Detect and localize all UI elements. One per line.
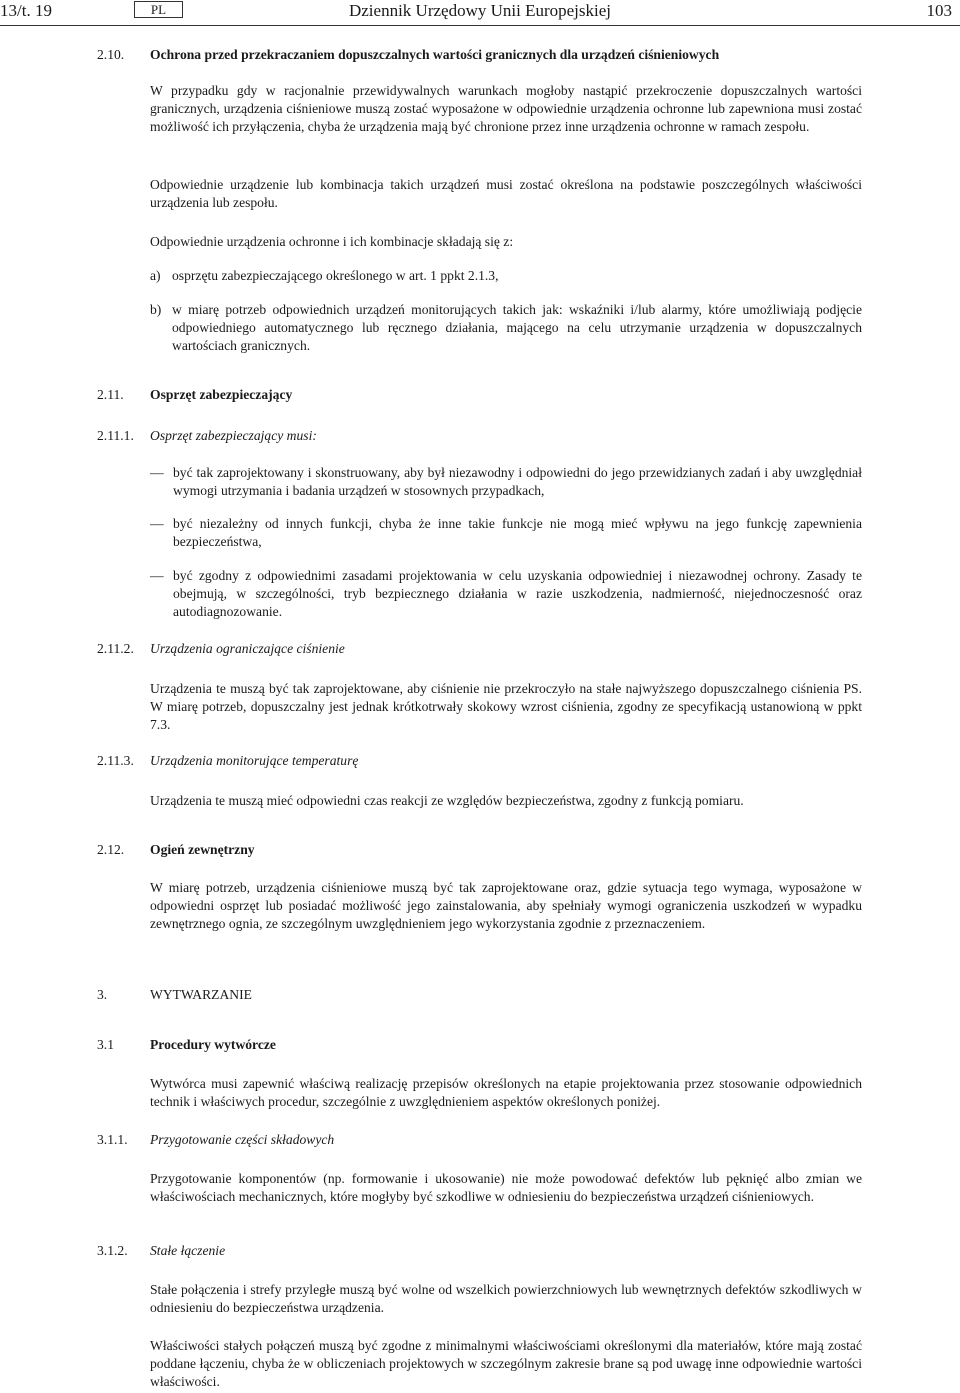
list-item-text: być tak zaprojektowany i skonstruowany, aby był niezawodny i odpowiedni do jego przewidzianych zadań i aby uwzględniał wymogi utrzymania i badania urządzeń w stosownych przypadkach, [173, 465, 862, 498]
section-heading: Ogień zewnętrzny [150, 842, 255, 857]
subsection-heading: Urządzenia monitorujące temperaturę [150, 753, 359, 768]
subsection-heading: Stałe łączenie [150, 1243, 226, 1258]
list-item [150, 267, 862, 285]
paragraph: Odpowiednie urządzenia ochronne i ich kombinacje składają się z: [150, 234, 514, 249]
paragraph: Właściwości stałych połączeń muszą być zgodne z minimalnymi właściwościami określonymi dla materiałów, które mają zostać poddane łączeniu, chyba że w obliczeniach projektowych w szczególnym zakresie brane są pod uwagę inne odpowiednie wartości właściwości. [150, 1338, 862, 1389]
subsection-heading: Przygotowanie części składowych [150, 1132, 335, 1147]
dash-marker: — [150, 516, 164, 531]
section-heading: Osprzęt zabezpieczający [150, 387, 293, 402]
dash-marker: — [150, 568, 164, 583]
section-number: 3.1.2. [97, 1243, 128, 1258]
paragraph: W przypadku gdy w racjonalnie przewidywalnych warunkach mogłoby nastąpić przekroczenie dopuszczalnych wartości granicznych, urządzenia ciśnieniowe muszą zostać wyposażone w odpowiednie urządzenia ochronne lub zapewniona musi zostać możliwość ich przyłączenia, chyba że urządzenia mają być chronione przez inne urządzenia ochronne w ramach zespołu. [150, 83, 862, 134]
journal-title: Dziennik Urzędowy Unii Europejskiej [348, 1, 611, 20]
dash-marker: — [150, 465, 164, 480]
subsection-heading: Osprzęt zabezpieczający musi: [150, 428, 317, 443]
section-number: 3.1.1. [97, 1132, 128, 1147]
paragraph: Odpowiednie urządzenie lub kombinacja takich urządzeń musi zostać określona na podstawie poszczególnych właściwości urządzenia lub zespołu. [150, 177, 862, 210]
paragraph: Urządzenia te muszą być tak zaprojektowane, aby ciśnienie nie przekroczyło na stałe najwyższego dopuszczalnego ciśnienia PS. W miarę potrzeb, dopuszczalny jest jednak krótkotrwały skokowy wzrost ciśnienia, zgodny ze specyfikacją ustanowioną w ppkt 7.3. [150, 681, 862, 732]
page-number: 103 [926, 1, 952, 20]
paragraph: Stałe połączenia i strefy przyległe muszą być wolne od wszelkich powierzchniowych lub wewnętrznych defektów szkodliwych w odniesieniu do bezpieczeństwa urządzenia. [150, 1282, 862, 1315]
header-rule [0, 25, 960, 26]
list-marker: a) [150, 268, 161, 283]
list-item-text: być zgodny z odpowiednimi zasadami projektowania w celu uzyskania odpowiedniej i niezawodnej ochrony. Zasady te obejmują, w szczególności, tryb bezpiecznego działania w razie uszkodzenia, nadmierność, niejednoczesność oraz autodiagnozowanie. [173, 568, 862, 619]
list-marker: b) [150, 302, 162, 317]
section-heading: Ochrona przed przekraczaniem dopuszczalnych wartości granicznych dla urządzeń ciśnieniowych [150, 47, 720, 62]
section-number: 2.10. [97, 47, 125, 62]
subsection-heading: Urządzenia ograniczające ciśnienie [150, 641, 345, 656]
section-number: 3. [97, 987, 108, 1002]
section-number: 2.11.1. [97, 428, 134, 443]
language-badge: PL [134, 1, 183, 18]
section-number: 3.1 [97, 1037, 114, 1052]
list-item-text: być niezależny od innych funkcji, chyba że inne takie funkcje nie mogą mieć wpływu na jego funkcję zapewnienia bezpieczeństwa, [173, 516, 862, 549]
paragraph: Wytwórca musi zapewnić właściwą realizację przepisów określonych na etapie projektowania przez stosowanie odpowiednich technik i właściwych procedur, szczególnie z uwzględnieniem aspektów określonych poniżej. [150, 1076, 862, 1109]
dash-list-item [150, 464, 862, 500]
section-heading: WYTWARZANIE [150, 987, 252, 1002]
dash-list-item [150, 515, 862, 551]
paragraph: W miarę potrzeb, urządzenia ciśnieniowe muszą być tak zaprojektowane oraz, gdzie sytuacja tego wymaga, wyposażone w odpowiedni osprzęt lub posiadać możliwość jego zainstalowania, aby spełniały wymogi ograniczenia uszkodzeń w wypadku zewnętrznego ognia, ze szczególnym uwzględnieniem jego wykorzystania zgodnie z przeznaczeniem. [150, 880, 862, 931]
list-item-text: osprzętu zabezpieczającego określonego w art. 1 ppkt 2.1.3, [172, 268, 499, 283]
dash-list-item [150, 567, 862, 621]
section-number: 2.11. [97, 387, 124, 402]
list-item [150, 301, 862, 355]
section-number: 2.12. [97, 842, 125, 857]
section-number: 2.11.2. [97, 641, 134, 656]
section-number: 2.11.3. [97, 753, 134, 768]
issue-number: 13/t. 19 [0, 1, 52, 20]
page-header [0, 0, 960, 26]
list-item-text: w miarę potrzeb odpowiednich urządzeń monitorujących takich jak: wskaźniki i/lub alarmy, które umożliwiają podjęcie odpowiedniego automatycznego lub ręcznego działania, mającego na celu utrzymanie urządzenia w dopuszczalnych wartościach granicznych. [172, 302, 862, 353]
paragraph: Przygotowanie komponentów (np. formowanie i ukosowanie) nie może powodować defektów lub pęknięć albo zmian we właściwościach mechanicznych, które mogłyby być szkodliwe w odniesieniu do bezpieczeństwa urządzeń ciśnieniowych. [150, 1171, 862, 1204]
section-heading: Procedury wytwórcze [150, 1037, 276, 1052]
paragraph: Urządzenia te muszą mieć odpowiedni czas reakcji ze względów bezpieczeństwa, zgodny z funkcją pomiaru. [150, 793, 744, 808]
